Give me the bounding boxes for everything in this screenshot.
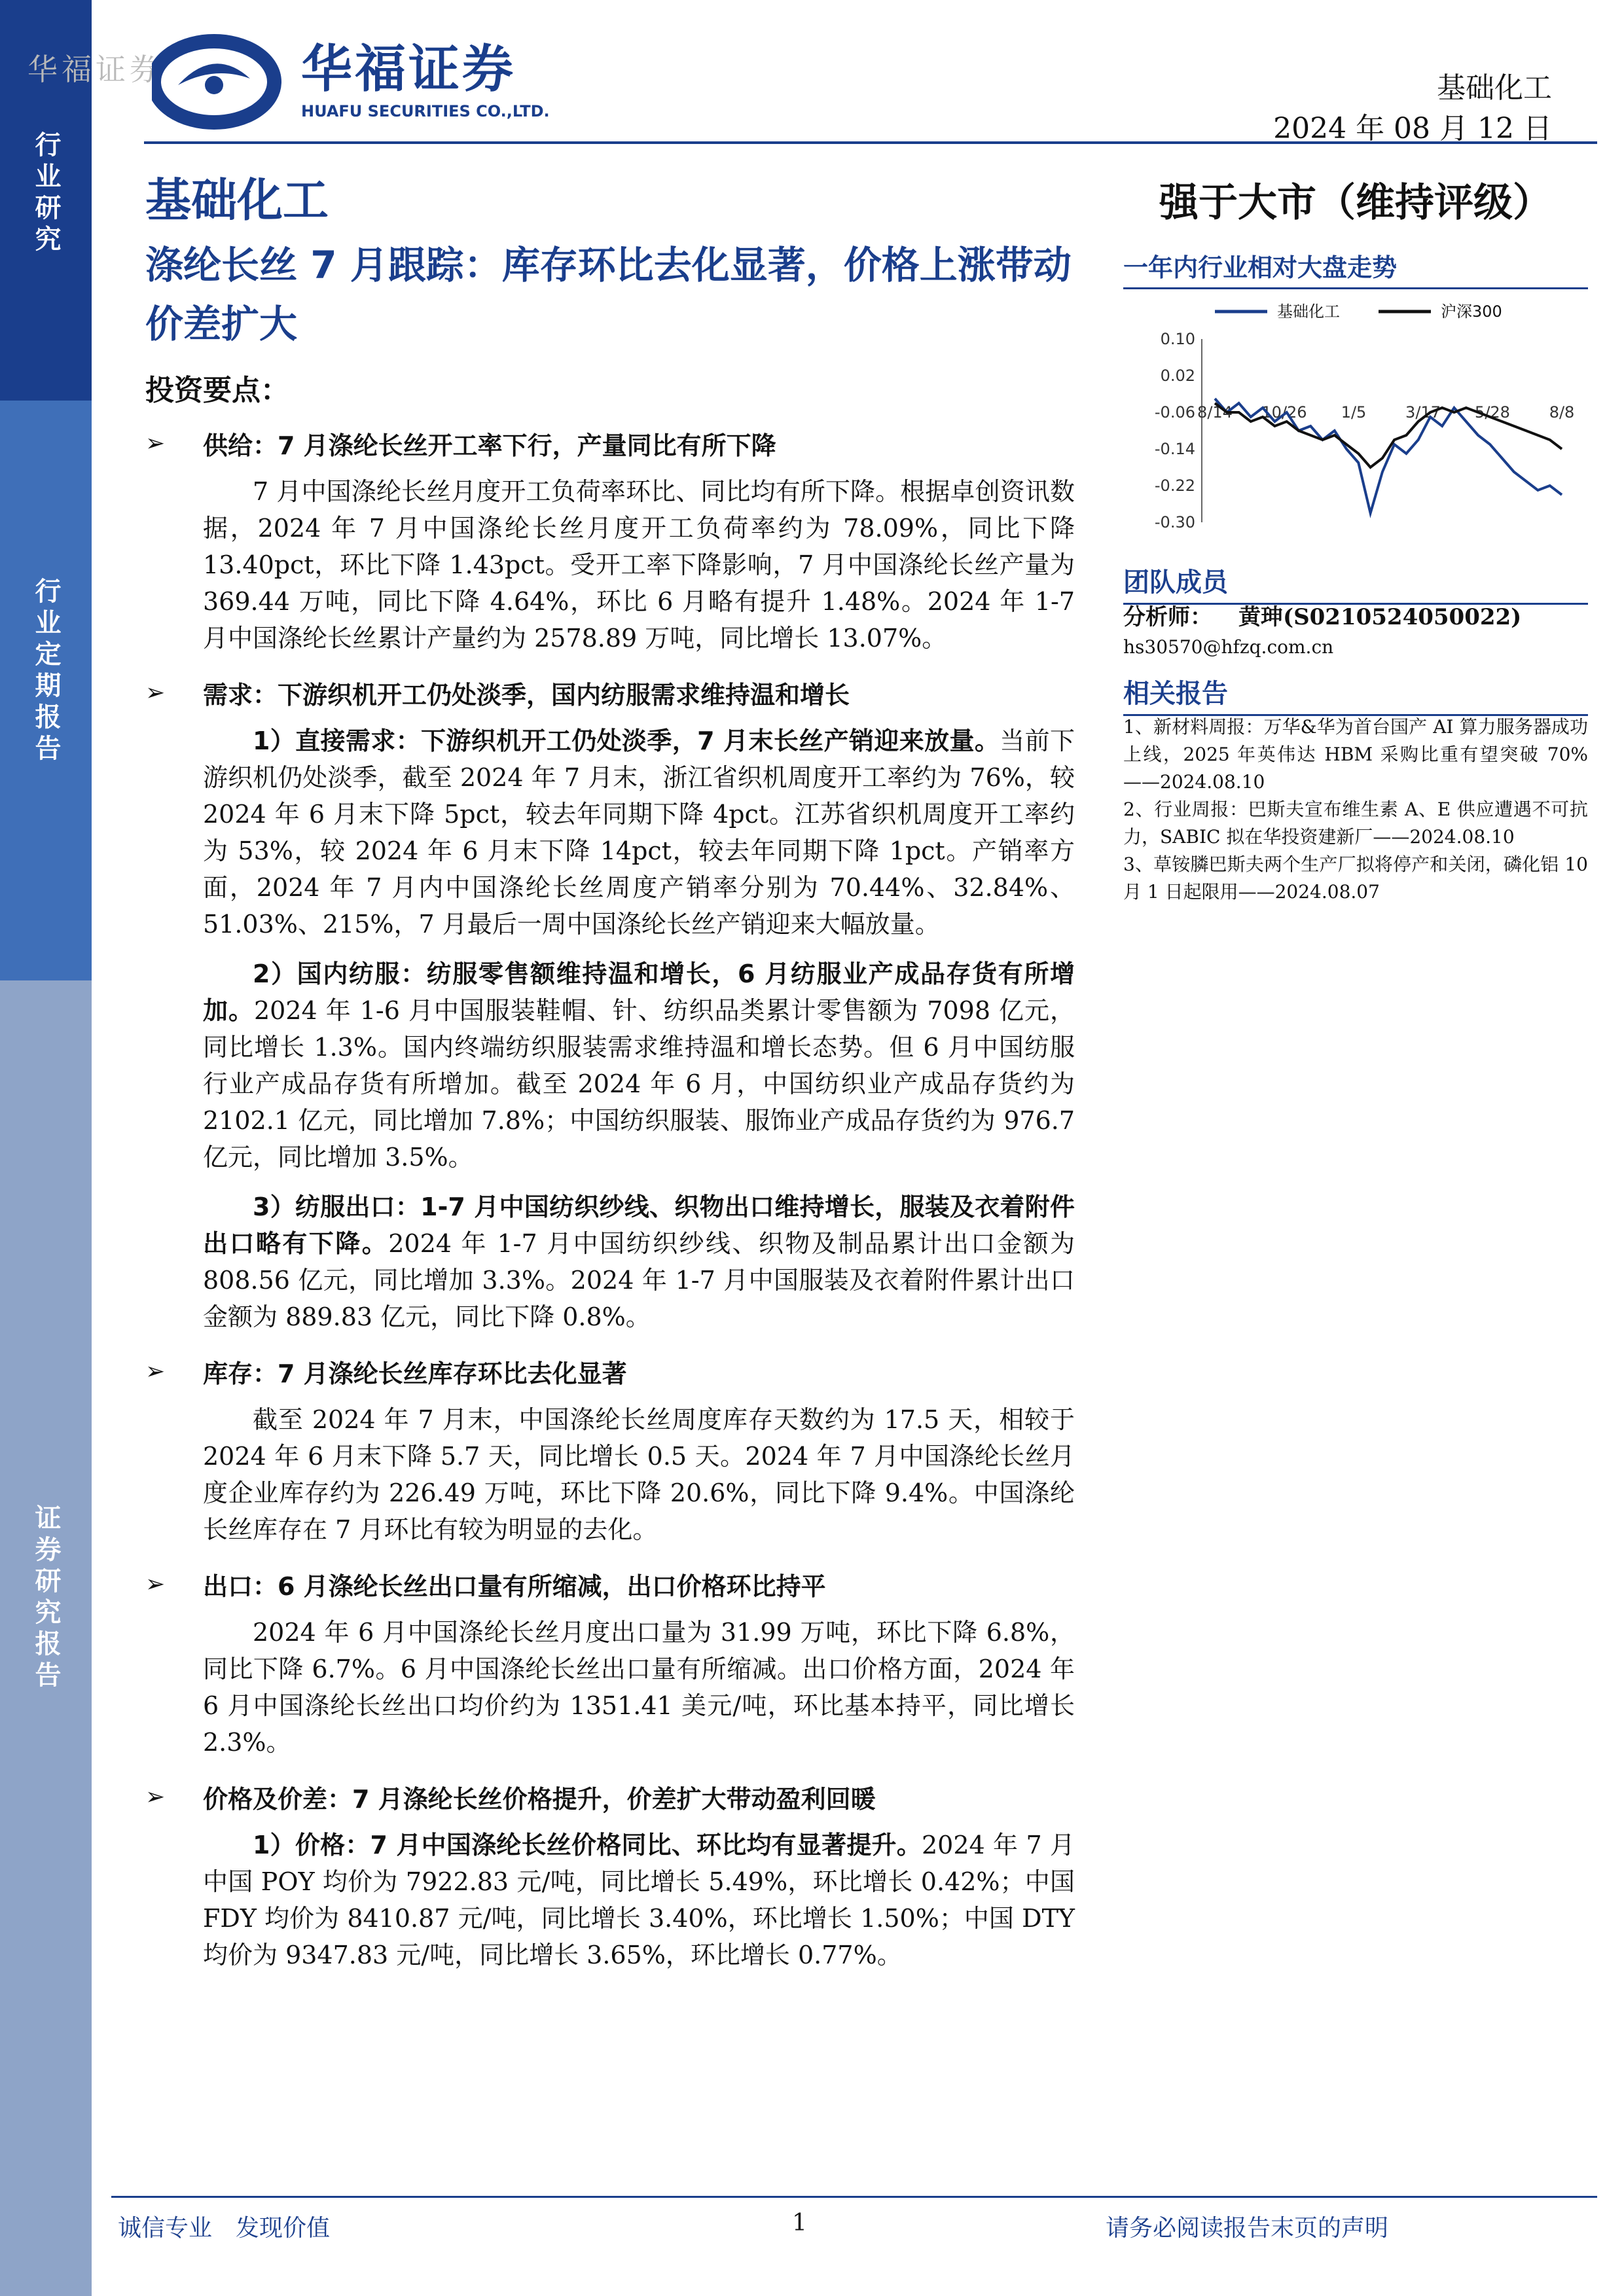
paragraph-text: 截至 2024 年 7 月末，中国涤纶长丝周度库存天数约为 17.5 天，相较于 2024 年 6 月末下降 5.7 天，同比增长 0.5 天。2024 年 7 月中国涤纶长丝月度企业库存约为 226.49 万吨，环比下降 20.6%，同比下降 9.4%。中国涤纶长丝库存在 7 月环比有较为明显的去化。 [203, 1405, 1075, 1544]
chart-svg [1123, 287, 1588, 534]
section-heading: 价格及价差：7 月涤纶长丝价格提升，价差扩大带动盈利回暖 [203, 1785, 876, 1814]
section-heading: 库存：7 月涤纶长丝库存环比去化显著 [203, 1359, 627, 1388]
sidebar [0, 0, 92, 2296]
analyst-name: 黄珅(S0210524050022) [1238, 604, 1522, 630]
sidebar-label: 证券研究报告 [31, 1504, 61, 1693]
paragraph-lead: 2）国内纺服：纺服零售额维持温和增长，6 月纺服业产成品存货有所增加。 [203, 960, 1075, 1025]
sidebar-segment-securities-report [0, 980, 92, 2296]
paragraph [203, 723, 1075, 942]
x-tick-label: 3/17 [1405, 403, 1441, 422]
relative-performance-chart [1123, 287, 1588, 534]
section-heading: 需求：下游织机开工仍处淡季，国内纺服需求维持温和增长 [203, 681, 850, 709]
team-heading: 团队成员 [1123, 562, 1588, 605]
arrow-bullet-icon: ➢ [145, 1358, 166, 1385]
report-industry-title: 基础化工 [145, 173, 329, 227]
y-tick-label: -0.14 [1154, 440, 1195, 458]
watermark: 华福证券 [27, 52, 164, 87]
company-logo [152, 33, 564, 131]
related-report-item[interactable]: 3、草铵膦巴斯夫两个生产厂拟将停产和关闭，磷化铝 10 月 1 日起限用——2024.08.07 [1123, 853, 1588, 903]
section-bullet [145, 675, 1075, 711]
analyst-label: 分析师： [1123, 604, 1212, 630]
x-tick-label: 8/8 [1549, 403, 1575, 422]
report-headline: 涤纶长丝 7 月跟踪：库存环比去化显著，价格上涨带动价差扩大 [145, 243, 1072, 346]
related-reports-list [1123, 713, 1588, 906]
footer-slogan: 诚信专业 发现价值 [118, 2215, 331, 2242]
analyst-email[interactable]: hs30570@hfzq.com.cn [1123, 636, 1334, 658]
footer-disclaimer: 请务必阅读报告末页的声明 [1105, 2215, 1388, 2242]
header-industry: 基础化工 [1437, 71, 1552, 105]
paragraph-text: 7 月中国涤纶长丝月度开工负荷率环比、同比均有所下降。根据卓创资讯数据，2024 年 7 月中国涤纶长丝月度开工负荷率约为 78.09%，同比下降 13.40pct，环比下降 1.43pct。受开工率下降影响，7 月中国涤纶长丝产量为 369.44 万吨，同比下降 4.64%，环比 6 月略有提升 1.48%。2024 年 1-7 月中国涤纶长丝累计产量约为 2578.89 万吨，同比增长 13.07%。 [203, 477, 1075, 653]
paragraph-text: 2024 年 7 月中国 POY 均价为 7922.83 元/吨，同比增长 5.49%，环比增长 0.42%；中国 FDY 均价为 8410.87 元/吨，同比增长 3.40%，环比增长 1.50%；中国 DTY 均价为 9347.83 元/吨，同比增长 3.65%，环比增长 0.77%。 [203, 1831, 1075, 1969]
section [145, 1354, 1075, 1548]
section-heading: 供给：7 月涤纶长丝开工率下行，产量同比有所下降 [203, 431, 776, 460]
y-tick-label: -0.22 [1154, 476, 1195, 495]
section [145, 1779, 1075, 1973]
header-date: 2024 年 08 月 12 日 [1273, 112, 1552, 145]
logo-cn: 华福证券 [301, 40, 516, 99]
investment-points-heading: 投资要点： [145, 374, 289, 407]
legend-label: 沪深300 [1441, 302, 1502, 321]
arrow-bullet-icon: ➢ [145, 1784, 166, 1810]
related-report-item[interactable]: 1、新材料周报：万华&华为首台国产 AI 算力服务器成功上线，2025 年英伟达 HBM 采购比重有望突破 70%——2024.08.10 [1123, 716, 1588, 793]
x-tick-label: 8/14 [1197, 403, 1233, 422]
main-content [145, 425, 1075, 1986]
related-report-item[interactable]: 2、行业周报：巴斯夫宣布维生素 A、E 供应遭遇不可抗力，SABIC 拟在华投资建新厂——2024.08.10 [1123, 798, 1588, 848]
y-tick-label: -0.06 [1154, 403, 1195, 422]
analyst-line [1123, 602, 1588, 632]
section-bullet [145, 1354, 1075, 1390]
paragraph-text: 2024 年 6 月中国涤纶长丝月度出口量为 31.99 万吨，环比下降 6.8%，同比下降 6.7%。6 月中国涤纶长丝出口量有所缩减。出口价格方面，2024 年 6 月中国涤纶长丝出口均价约为 1351.41 美元/吨，环比基本持平，同比增长 2.3%。 [203, 1618, 1075, 1757]
logo-en: HUAFU SECURITIES CO.,LTD. [301, 102, 550, 120]
footer-divider [111, 2196, 1597, 2198]
sidebar-segment-periodic-report [0, 401, 92, 980]
y-tick-label: 0.10 [1160, 330, 1195, 348]
arrow-bullet-icon: ➢ [145, 430, 166, 457]
section [145, 425, 1075, 656]
paragraph [203, 1827, 1075, 1973]
header-divider [144, 141, 1597, 144]
paragraph [203, 1401, 1075, 1548]
paragraph-lead: 3）纺服出口：1-7 月中国纺织纱线、织物出口维持增长，服装及衣着附件出口略有下降。 [203, 1193, 1075, 1258]
paragraph [203, 1189, 1075, 1335]
paragraph-text: 当前下游织机仍处淡季，截至 2024 年 7 月末，浙江省织机周度开工率约为 76%，较 2024 年 6 月末下降 5pct，较去年同期下降 4pct。江苏省织机周度开工率约为 53%，较 2024 年 6 月末下降 14pct，较去年同期下降 1pct。产销率方面，2024 年 7 月内中国涤纶长丝周度产销率分别为 70.44%、32.84%、51.03%、215%，7 月最后一周中国涤纶长丝产销迎来大幅放量。 [203, 726, 1075, 939]
section [145, 675, 1075, 1335]
chart-title: 一年内行业相对大盘走势 [1123, 247, 1588, 289]
section-bullet [145, 1566, 1075, 1602]
sidebar-label: 行业定期报告 [31, 577, 61, 766]
x-tick-label: 10/26 [1261, 403, 1307, 422]
paragraph [203, 1614, 1075, 1761]
paragraph-lead: 1）价格：7 月中国涤纶长丝价格同比、环比均有显著提升。 [253, 1831, 922, 1859]
legend-label: 基础化工 [1277, 302, 1340, 321]
sidebar-label: 行业研究 [31, 131, 61, 257]
related-reports-heading: 相关报告 [1123, 673, 1588, 716]
section [145, 1566, 1075, 1761]
logo-emblem-icon [152, 33, 564, 131]
x-tick-label: 5/28 [1475, 403, 1510, 422]
y-tick-label: -0.30 [1154, 513, 1195, 531]
paragraph [203, 473, 1075, 656]
rating: 强于大市（维持评级） [1159, 180, 1552, 226]
paragraph [203, 956, 1075, 1175]
x-tick-label: 1/5 [1341, 403, 1367, 422]
section-heading: 出口：6 月涤纶长丝出口量有所缩减，出口价格环比持平 [203, 1572, 826, 1601]
paragraph-text: 2024 年 1-7 月中国纺织纱线、织物及制品累计出口金额为 808.56 亿元，同比增加 3.3%。2024 年 1-7 月中国服装及衣着附件累计出口金额为 889.83 亿元，同比下降 0.8%。 [203, 1229, 1075, 1331]
section-bullet [145, 1779, 1075, 1815]
arrow-bullet-icon: ➢ [145, 679, 166, 706]
page-number: 1 [792, 2210, 807, 2236]
arrow-bullet-icon: ➢ [145, 1571, 166, 1598]
section-bullet [145, 425, 1075, 461]
y-tick-label: 0.02 [1160, 367, 1195, 385]
paragraph-lead: 1）直接需求：下游织机开工仍处淡季，7 月末长丝产销迎来放量。 [253, 726, 1000, 755]
team-block [1123, 602, 1588, 662]
paragraph-text: 2024 年 1-6 月中国服装鞋帽、针、纺织品类累计零售额为 7098 亿元，同比增长 1.3%。国内终端纺织服装需求维持温和增长态势。但 6 月中国纺服行业产成品存货有所增加。截至 2024 年 6 月，中国纺织业产成品存货约为 2102.1 亿元，同比增加 7.8%；中国纺织服装、服饰业产成品存货约为 976.7 亿元，同比增加 3.5%。 [203, 996, 1075, 1172]
